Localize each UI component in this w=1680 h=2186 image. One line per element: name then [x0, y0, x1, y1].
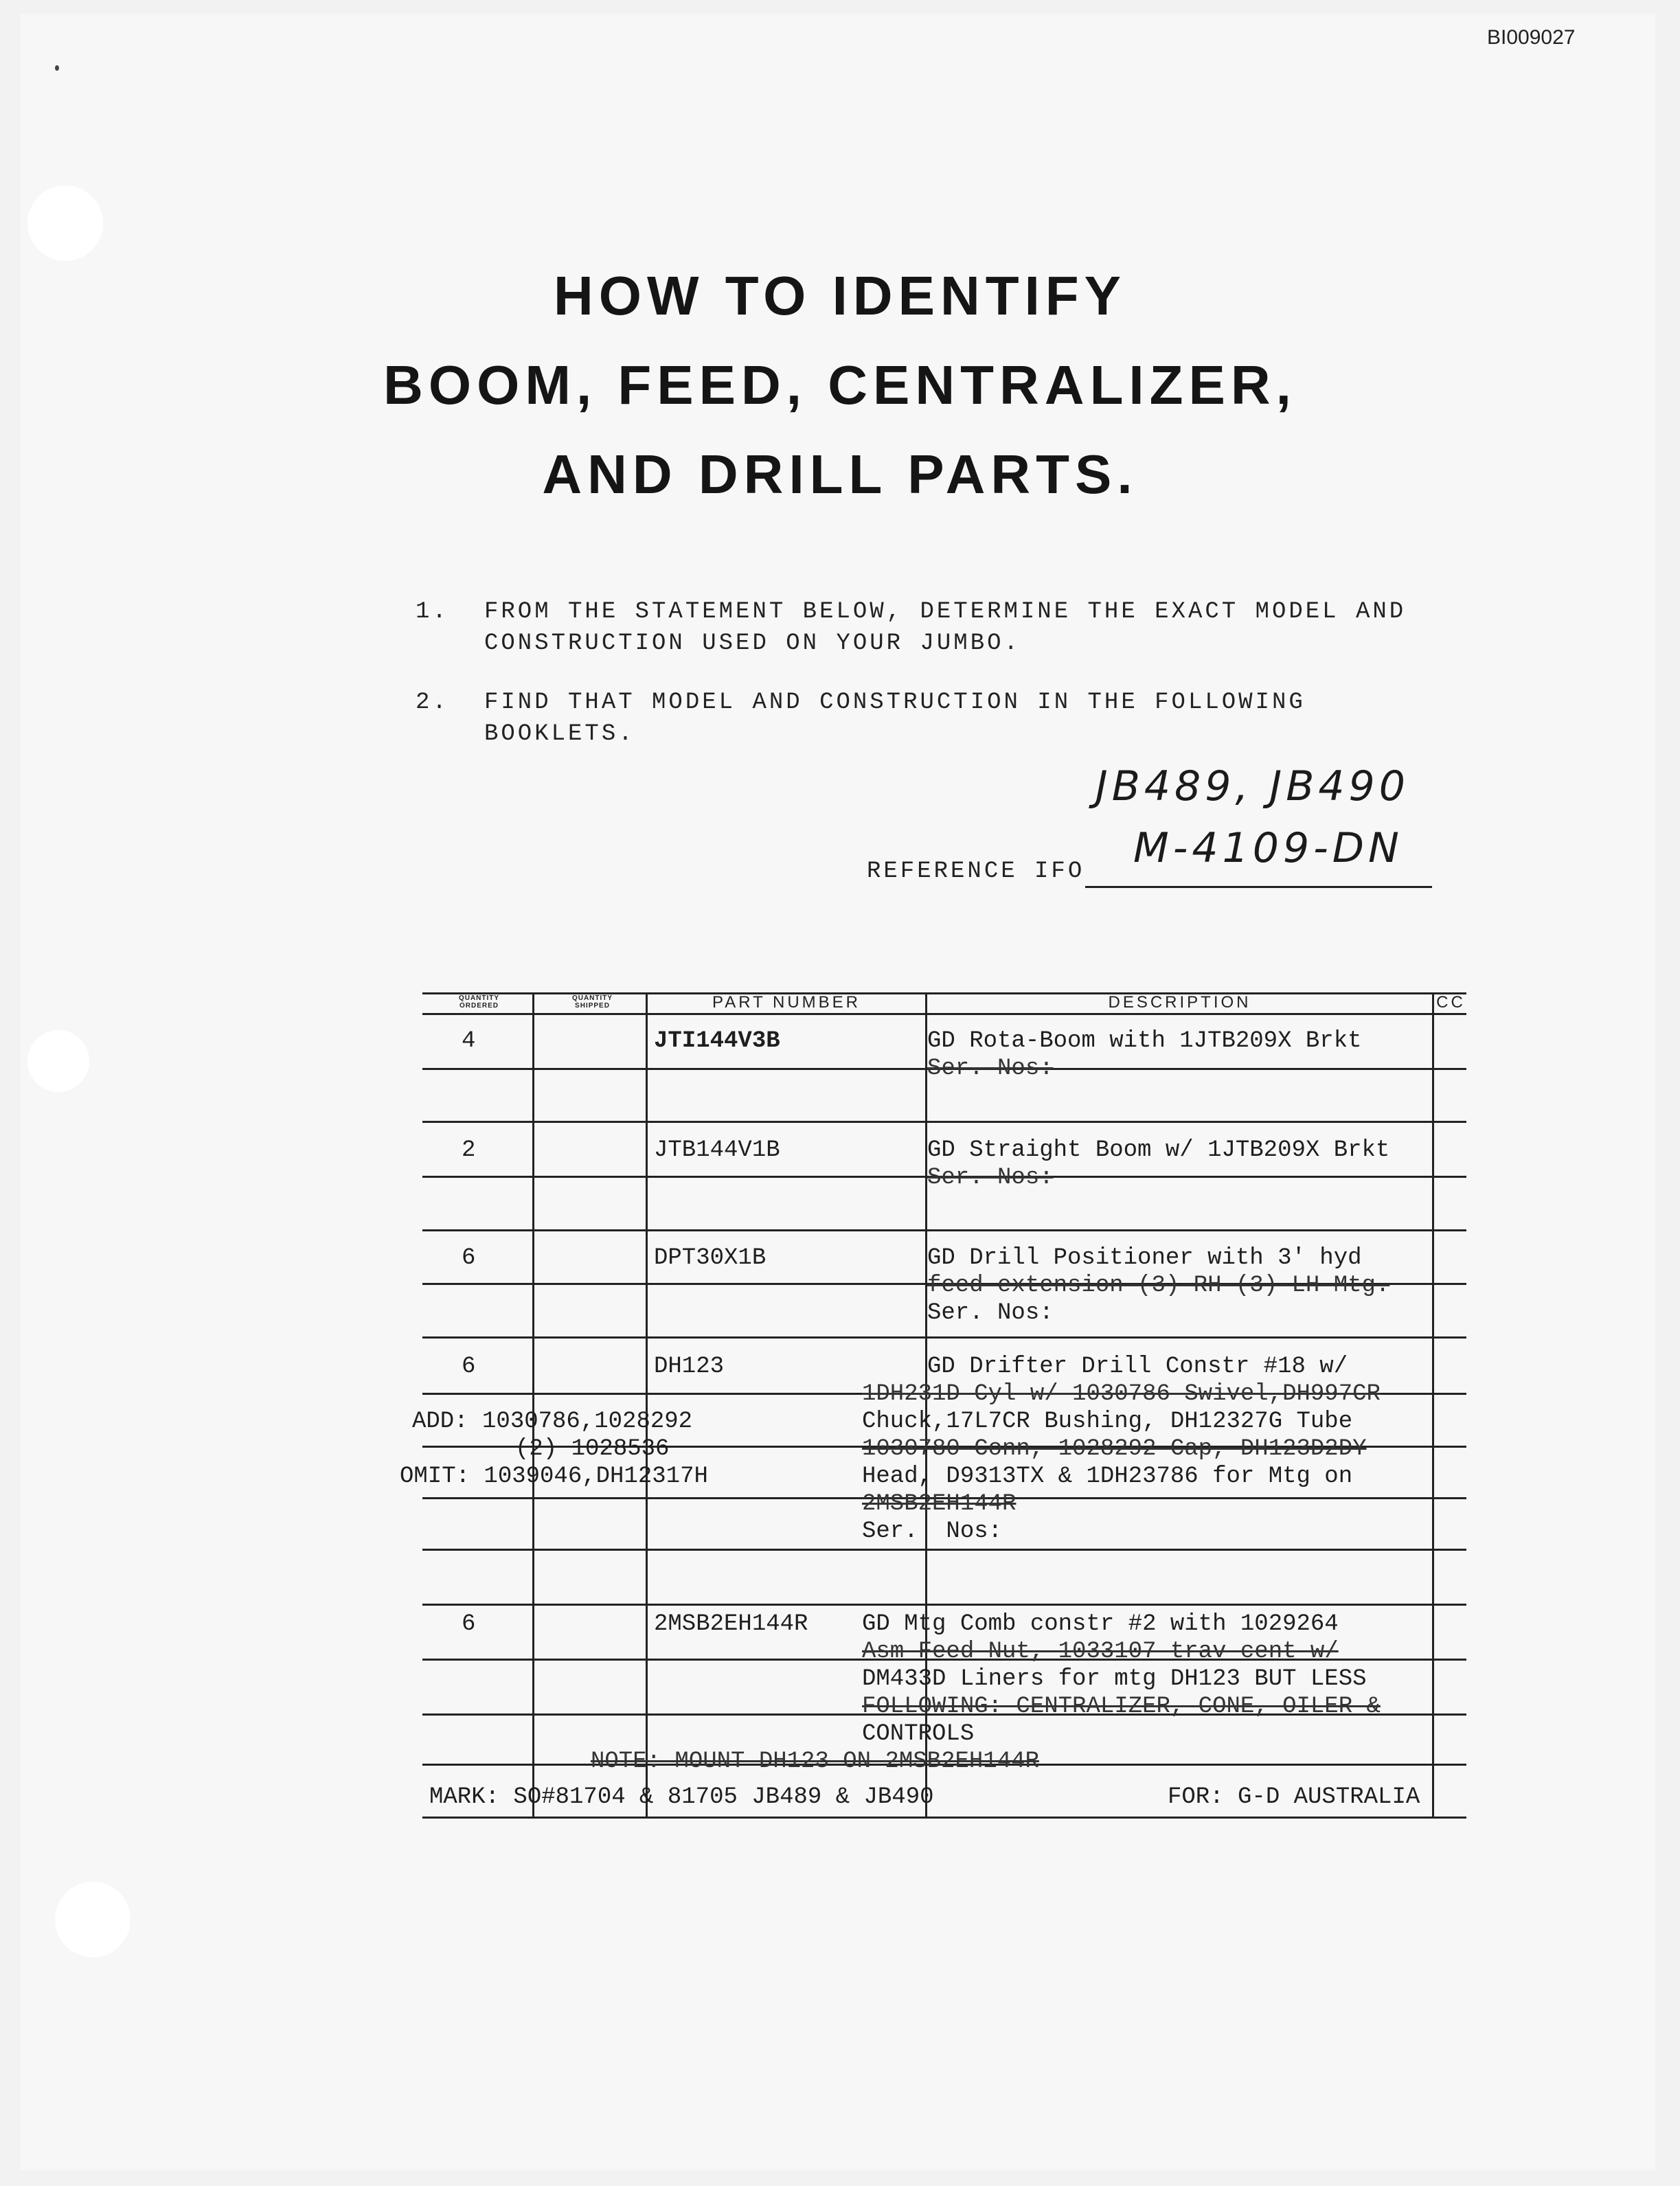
table-rule: [422, 1336, 1466, 1339]
header-extra: CC: [1436, 993, 1466, 1012]
row-qty: 6: [462, 1354, 476, 1380]
table-rule: [422, 1817, 1466, 1819]
row-serial-nos: Ser. Nos:: [862, 1518, 1003, 1545]
title-line-1: HOW TO IDENTIFY: [553, 265, 1127, 326]
header-description: DESCRIPTION: [1108, 993, 1251, 1012]
row-qty: 6: [462, 1611, 476, 1637]
header-part-number: PART NUMBER: [712, 993, 861, 1012]
row-part-number: JTI144V3B: [654, 1028, 780, 1054]
row-description-extension: feed extension (3) RH (3) LH Mtg.: [927, 1273, 1390, 1299]
table-column-rule: [1432, 992, 1434, 1817]
table-rule: [422, 1549, 1466, 1551]
row-description: GD Drifter Drill Constr #18 w/: [927, 1354, 1348, 1380]
row-part-number: 2MSB2EH144R: [654, 1611, 808, 1637]
drifter-detail-line: Chuck,17L7CR Bushing, DH12327G Tube: [862, 1409, 1353, 1435]
row-description-line: CONTROLS: [862, 1721, 975, 1747]
row-qty: 2: [462, 1137, 476, 1163]
punch-hole-top: [27, 185, 103, 261]
drifter-detail-line: 1DH231D Cyl w/ 1030786 Swivel,DH997CR: [862, 1381, 1381, 1407]
row-serial-nos: Ser. Nos:: [927, 1165, 1054, 1191]
row-description: GD Drill Positioner with 3' hyd: [927, 1245, 1362, 1271]
row-part-number: DH123: [654, 1354, 725, 1380]
table-rule: [422, 1013, 1466, 1015]
instruction-text: FROM THE STATEMENT BELOW, DETERMINE THE EXACT MODEL AND CONSTRUCTION USED ON YOUR JUMBO.: [484, 599, 1407, 657]
handwritten-job-numbers: JB489, JB490: [1096, 762, 1409, 810]
reference-underline: [1085, 886, 1432, 888]
speck-mark: [55, 65, 59, 71]
drifter-detail-line: Head, D9313TX & 1DH23786 for Mtg on: [862, 1464, 1353, 1490]
table-column-rule: [646, 992, 648, 1817]
row-qty: 4: [462, 1028, 476, 1054]
row-description: GD Rota-Boom with 1JTB209X Brkt: [927, 1028, 1362, 1054]
row-serial-nos: Ser. Nos:: [927, 1300, 1054, 1326]
drifter-add-parts: ADD: 1030786,1028292: [412, 1409, 693, 1435]
row-description-line: FOLLOWING: CENTRALIZER, CONE, OILER &: [862, 1694, 1381, 1720]
drifter-detail-line: 1030780 Conn, 1028292 Cap, DH123D2DY: [862, 1436, 1367, 1462]
title-line-2: BOOM, FEED, CENTRALIZER,: [383, 354, 1297, 415]
title-line-3: AND DRILL PARTS.: [542, 444, 1138, 505]
row-description: GD Straight Boom w/ 1JTB209X Brkt: [927, 1137, 1390, 1163]
row-serial-nos: Ser. Nos:: [927, 1056, 1054, 1082]
punch-hole-middle: [27, 1030, 89, 1092]
table-rule: [422, 1604, 1466, 1606]
table-rule: [422, 1229, 1466, 1231]
header-qty-shipped: QUANTITY SHIPPED: [571, 994, 613, 1010]
punch-hole-bottom: [55, 1882, 130, 1957]
row-description: GD Mtg Comb constr #2 with 1029264: [862, 1611, 1339, 1637]
order-for: FOR: G-D AUSTRALIA: [1168, 1784, 1420, 1810]
row-part-number: JTB144V1B: [654, 1137, 780, 1163]
page-sheet: [21, 14, 1655, 2170]
header-qty-ordered: QUANTITY ORDERED: [458, 994, 500, 1010]
order-mark: MARK: SO#81704 & 81705 JB489 & JB490: [429, 1784, 934, 1810]
drifter-add-parts-2: (2) 1028536: [515, 1436, 670, 1462]
instruction-text: FIND THAT MODEL AND CONSTRUCTION IN THE FOLLOWING BOOKLETS.: [484, 690, 1306, 747]
mount-note: NOTE: MOUNT DH123 ON 2MSB2EH144R: [591, 1749, 1039, 1775]
row-description-line: DM433D Liners for mtg DH123 BUT LESS: [862, 1666, 1367, 1692]
row-description-line: Asm Feed Nut, 1033107 trav cent w/: [862, 1639, 1339, 1665]
drifter-omit-parts: OMIT: 1039046,DH12317H: [400, 1464, 708, 1490]
row-part-number: DPT30X1B: [654, 1245, 767, 1271]
drifter-detail-line: 2MSB2EH144R: [862, 1491, 1017, 1517]
instruction-number: 2.: [416, 690, 449, 716]
instruction-number: 1.: [416, 599, 449, 625]
row-qty: 6: [462, 1245, 476, 1271]
reference-label: REFERENCE IFO: [867, 858, 1085, 885]
handwritten-reference: M-4109-DN: [1133, 824, 1403, 872]
table-column-rule: [532, 992, 534, 1817]
document-id: BI009027: [1487, 26, 1576, 49]
table-rule: [422, 1121, 1466, 1123]
